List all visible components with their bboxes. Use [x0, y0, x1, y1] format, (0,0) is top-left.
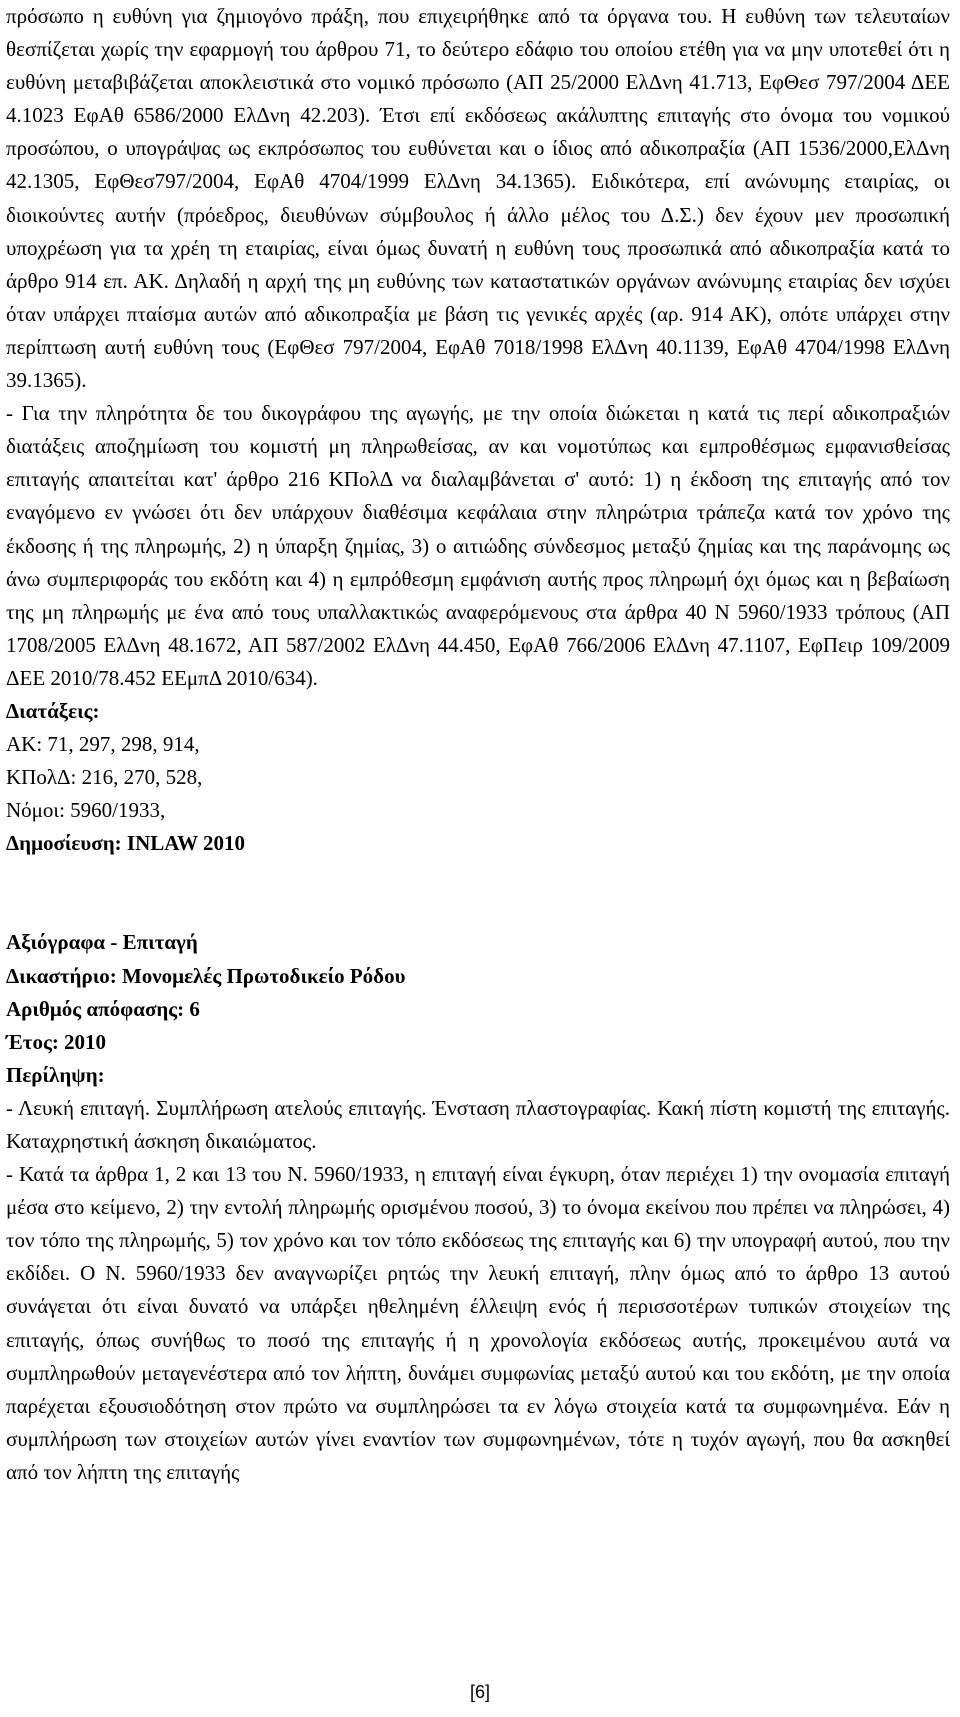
provisions-line-ak: ΑΚ: 71, 297, 298, 914,: [6, 732, 200, 757]
provisions-heading: Διατάξεις:: [6, 698, 100, 723]
case-decision-number: Αριθμός απόφασης: 6: [6, 996, 200, 1021]
continuation-paragraph: πρόσωπο η ευθύνη για ζημιογόνο πράξη, που επιχειρήθηκε από τα όργανα του. Η ευθύνη των τελευταίων θεσπίζεται χωρίς την εφαρμογή του άρθρου 71, το δεύτερο εδάφιο του οποίου ετέθη για να μην υποτεθεί ότι η ευθύνη μεταβιβάζεται αποκλειστικά στο νομικό πρόσωπο (ΑΠ 25/2000 ΕλΔνη 41.713, ΕφΘεσ 797/2004 ΔΕΕ 4.1023 ΕφΑθ 6586/2000 ΕλΔνη 42.203). Έτσι επί εκδόσεως ακάλυπτης επιταγής στο όνομα του νομικού προσώπου, ο υπογράψας ως εκπρόσωπος του ευθύνεται και ο ίδιος από αδικοπραξία (ΑΠ 1536/2000,ΕλΔνη 42.1305, ΕφΘεσ797/2004, ΕφΑθ 4704/1999 ΕλΔνη 34.1365). Ειδικότερα, επί ανώνυμης εταιρίας, οι διοικούντες αυτήν (πρόεδρος, διευθύνων σύμβουλος ή άλλο μέλος του Δ.Σ.) δεν έχουν μεν προσωπική υποχρέωση για τα χρέη τη εταιρίας, είναι όμως δυνατή η ευθύνη τους προσωπικά από αδικοπραξία κατά το άρθρο 914 επ. ΑΚ. Δηλαδή η αρχή της μη ευθύνης των καταστατικών οργάνων ανώνυμης εταιρίας δεν ισχύει όταν υπάρχει πταίσμα αυτών από αδικοπραξία με βάση τις γενικές αρχές (αρ. 914 ΑΚ), οπότε υπάρχει στην περίπτωση αυτή ευθύνη τους (ΕφΘεσ 797/2004, ΕφΑθ 7018/1998 ΕλΔνη 40.1139, ΕφΑθ 4704/1998 ΕλΔνη 39.1365).: [6, 4, 950, 393]
document-page: [6, 0, 950, 1489]
provisions-line-kpold: ΚΠολΔ: 216, 270, 528,: [6, 765, 203, 790]
section-spacer: [6, 860, 950, 926]
summary-point-paragraph: - Για την πληρότητα δε του δικογράφου της αγωγής, με την οποία διώκεται η κατά τις περί αδικοπραξιών διατάξεις αποζημίωση του κομιστή μη πληρωθείσας, αν και νομοτύπως και εμπροθέσμως εμφανισθείσας επιταγής απαιτείται κατ' άρθρο 216 ΚΠολΔ να διαλαμβάνεται σ' αυτό: 1) η έκδοση της επιταγής από τον εναγόμενο εν γνώσει ότι δεν υπάρχουν διαθέσιμα κεφάλαια στην πληρώτρια τράπεζα κατά τον χρόνο της έκδοσης ή της πληρωμής, 2) η ύπαρξη ζημίας, 3) ο αιτιώδης σύνδεσμος μεταξύ ζημίας και της παράνομης ως άνω συμπεριφοράς του εκδότη και 4) η εμπρόθεσμη εμφάνιση αυτής προς πληρωμή όχι όμως και η βεβαίωση της μη πληρωμής με ένα από τους υπαλλακτικώς αναφερόμενους στα άρθρα 40 Ν 5960/1933 τρόπους (ΑΠ 1708/2005 ΕλΔνη 48.1672, ΑΠ 587/2002 ΕλΔνη 44.450, ΕφΑθ 766/2006 ΕλΔνη 47.1107, ΕφΠειρ 109/2009 ΔΕΕ 2010/78.452 ΕΕμπΔ 2010/634).: [6, 401, 950, 690]
case-summary-heading: Περίληψη:: [6, 1062, 105, 1087]
case-title: Αξιόγραφα - Επιταγή: [6, 930, 198, 955]
case-year: Έτος: 2010: [6, 1029, 107, 1054]
case-court: Δικαστήριο: Μονομελές Πρωτοδικείο Ρόδου: [6, 963, 406, 988]
provisions-line-laws: Νόμοι: 5960/1933,: [6, 798, 166, 823]
provisions-section: [6, 695, 950, 860]
page-number: [6]: [469, 1682, 490, 1702]
case-header: [6, 926, 950, 1091]
case-summary-item: - Λευκή επιταγή. Συμπλήρωση ατελούς επιταγής. Ένσταση πλαστογραφίας. Κακή πίστη κομιστή της επιταγής. Καταχρηστική άσκηση δικαιώματος.: [6, 1095, 950, 1153]
case-summary-item: - Κατά τα άρθρα 1, 2 και 13 του Ν. 5960/1933, η επιταγή είναι έγκυρη, όταν περιέχει 1) την ονομασία επιταγή μέσα στο κείμενο, 2) την εντολή πληρωμής ορισμένου ποσού, 3) το όνομα εκείνου που πρέπει να πληρώσει, 4) τον τόπο της πληρωμής, 5) τον χρόνο και τον τόπο εκδόσεως της επιταγής και 6) την υπογραφή αυτού, που την εκδίδει. Ο Ν. 5960/1933 δεν αναγνωρίζει ρητώς την λευκή επιταγή, πλην όμως από το άρθρο 13 αυτού συνάγεται ότι είναι δυνατό να υπάρξει ηθελημένη έλλειψη ενός ή περισσοτέρων τυπικών στοιχείων της επιταγής, όπως συνήθως το ποσό της επιταγής ή η χρονολογία εκδόσεως αυτής, προκειμένου αυτά να συμπληρωθούν μεταγενέστερα από τον λήπτη, δυνάμει συμφωνίας μεταξύ αυτού και του εκδότη, με την οποία παρέχεται εξουσιοδότηση στον πρώτο να συμπληρώσει τα εν λόγω στοιχεία κατά τα συμφωνημένα. Εάν η συμπλήρωση των στοιχείων αυτών γίνει εναντίον των συμφωνημένων, τότε η τυχόν αγωγή, που θα ασκηθεί από τον λήπτη της επιταγής: [6, 1162, 950, 1484]
publication-line: Δημοσίευση: INLAW 2010: [6, 831, 245, 856]
